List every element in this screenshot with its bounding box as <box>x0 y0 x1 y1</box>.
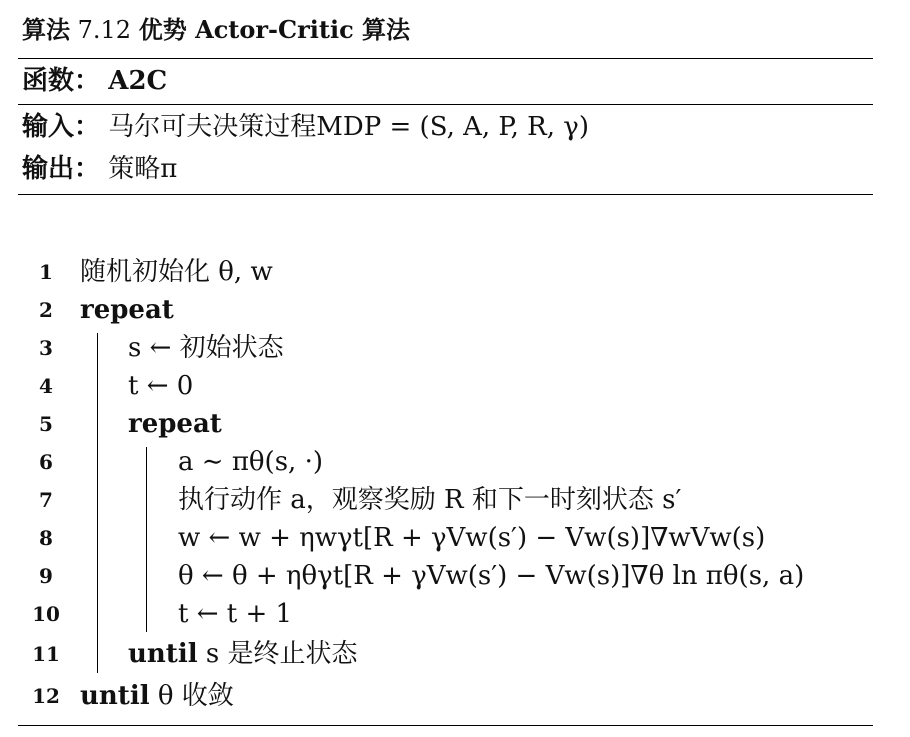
algo-line-7 <box>0 481 910 519</box>
algo-line-1 <box>0 253 910 291</box>
algo-line-8 <box>0 519 910 557</box>
algo-line-12 <box>0 677 910 715</box>
line-number: 11 <box>32 642 60 666</box>
line-text: 执行动作 a，观察奖励 R 和下一时刻状态 s′ <box>178 485 682 515</box>
algo-line-4 <box>0 367 910 405</box>
algo-line-2 <box>0 291 910 329</box>
line-number: 12 <box>32 684 60 708</box>
line-text: repeat <box>128 409 222 439</box>
output-row <box>22 152 177 186</box>
function-key: 函数： <box>22 66 101 96</box>
algo-line-9 <box>0 557 910 595</box>
algorithm-caption <box>22 14 410 46</box>
line-text: w ← w + ηwγt[R + γVw(s′) − Vw(s)]∇wVw(s) <box>178 523 766 553</box>
line-number: 8 <box>39 526 53 550</box>
input-key: 输入： <box>22 112 101 142</box>
output-key: 输出： <box>22 154 101 184</box>
line-number: 5 <box>39 412 53 436</box>
algorithm-number: 7.12 <box>77 16 132 44</box>
rule-bottom <box>18 725 873 726</box>
line-text: repeat <box>80 295 174 325</box>
line-number: 3 <box>39 336 53 360</box>
algo-line-5 <box>0 405 910 443</box>
function-row <box>22 64 167 98</box>
line-number: 2 <box>39 298 53 322</box>
line-number: 1 <box>39 260 53 284</box>
line-number: 6 <box>39 450 53 474</box>
line-number: 4 <box>39 374 53 398</box>
line-number: 9 <box>39 564 53 588</box>
line-text: until s 是终止状态 <box>128 639 358 669</box>
output-value: 策略π <box>108 154 178 184</box>
line-number: 10 <box>32 602 60 626</box>
rule-below-caption <box>18 58 873 59</box>
algo-line-10 <box>0 595 910 633</box>
inner-loop-indent-bar <box>146 447 147 632</box>
algorithm-title: 优势 Actor-Critic 算法 <box>138 15 411 44</box>
line-text: 随机初始化 θ, w <box>80 257 273 287</box>
line-text: t ← 0 <box>128 371 194 401</box>
line-text: s ← 初始状态 <box>128 333 284 363</box>
line-text: t ← t + 1 <box>178 599 293 629</box>
rule-below-output <box>18 194 873 195</box>
outer-loop-indent-bar <box>97 333 98 673</box>
line-text: until θ 收敛 <box>80 681 234 711</box>
rule-below-function <box>18 104 873 105</box>
function-value: A2C <box>108 66 168 96</box>
algo-line-3 <box>0 329 910 367</box>
input-row <box>22 110 589 144</box>
algo-line-6 <box>0 443 910 481</box>
algo-line-11 <box>0 635 910 673</box>
line-text: a ∼ πθ(s, ·) <box>178 447 323 477</box>
algorithm-label: 算法 <box>22 15 70 44</box>
line-number: 7 <box>39 488 53 512</box>
input-value: 马尔可夫决策过程MDP = (S, A, P, R, γ) <box>108 112 589 142</box>
line-text: θ ← θ + ηθγt[R + γVw(s′) − Vw(s)]∇θ ln πθ(s, a) <box>178 561 805 591</box>
